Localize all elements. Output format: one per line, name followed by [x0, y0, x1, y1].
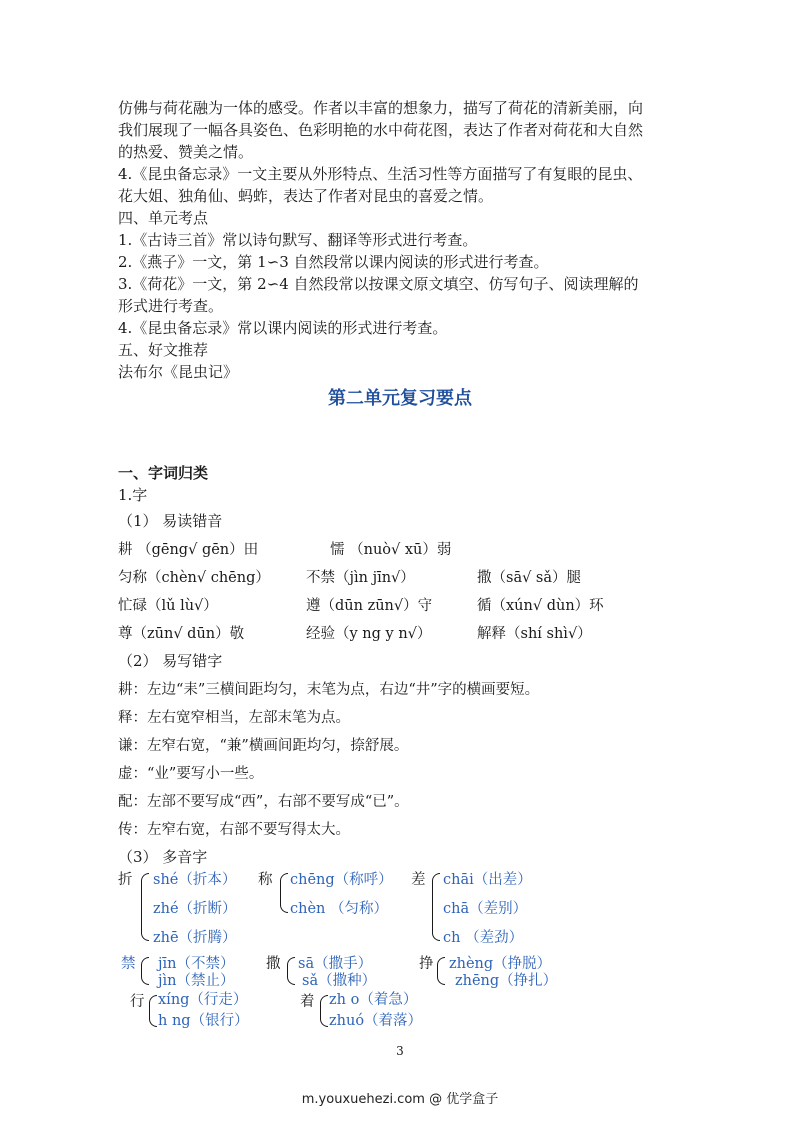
polyphone-reading: zh o（着急）: [329, 992, 418, 1008]
polyphone-reading: zhēng（挣扎）: [455, 973, 558, 989]
polyphone-reading: chā（差别）: [443, 901, 528, 917]
brace: [149, 995, 157, 1027]
intro-line: 花大姐、独角仙、蚂蚱，表达了作者对昆虫的喜爱之情。: [118, 187, 494, 205]
footer-watermark: m.youxuehezi.com @ 优学盒子: [301, 1092, 499, 1107]
section-heading-5: 五、好文推荐: [118, 341, 209, 359]
intro-line: 4.《昆虫备忘录》常以课内阅读的形式进行考查。: [118, 319, 448, 337]
polyphone-char: 行: [130, 994, 145, 1010]
writing-tip: 谦：左窄右宽，“兼”横画间距均匀，捺舒展。: [118, 738, 409, 754]
brace: [437, 957, 445, 985]
polyphone-char: 挣: [419, 956, 434, 972]
polyphone-reading: shé（折本）: [153, 872, 237, 888]
writing-tip: 传：左窄右宽，右部不要写得太大。: [118, 822, 350, 838]
brace: [287, 957, 295, 985]
polyphone-reading: chāi（出差）: [443, 872, 532, 888]
writing-tip: 虚：“业”要写小一些。: [118, 766, 264, 782]
intro-line: 的热爱、赞美之情。: [118, 143, 254, 161]
page-title: 第二单元复习要点: [328, 388, 472, 409]
reading-item: 匀称（chèn√ chēng）: [118, 570, 270, 586]
polyphone-char: 撒: [266, 956, 281, 972]
polyphone-reading: sǎ（撒种）: [302, 973, 377, 989]
reading-item: 尊（zūn√ dūn）敬: [118, 626, 245, 642]
polyphone-reading: xíng（行走）: [158, 992, 248, 1008]
reading-item: 忙碌（lǔ lù√）: [118, 598, 218, 614]
reading-item: 懦 （nuò√ xū）弱: [330, 542, 452, 558]
polyphone-reading: zhèng（挣脱）: [449, 956, 552, 972]
polyphone-char: 禁: [121, 956, 136, 972]
polyphone-reading: zhē（折腾）: [153, 930, 237, 946]
section-heading: 一、字词归类: [118, 464, 209, 482]
reading-item: 解释（shí shì√）: [477, 626, 592, 642]
intro-line: 2.《燕子》一文，第 1∽3 自然段常以课内阅读的形式进行考查。: [118, 253, 549, 271]
brace: [432, 873, 440, 941]
intro-line: 我们展现了一幅各具姿色、色彩明艳的水中荷花图，表达了作者对荷花和大自然: [118, 121, 644, 139]
section-heading-4: 四、单元考点: [118, 209, 209, 227]
brace: [141, 873, 149, 941]
polyphone-reading: sā（撒手）: [298, 956, 373, 972]
polyphone-char: 折: [118, 872, 133, 888]
polyphone-reading: chèn （匀称）: [290, 901, 388, 917]
brace: [320, 995, 328, 1027]
intro-line: 4.《昆虫备忘录》一文主要从外形特点、生活习性等方面描写了有复眼的昆虫、: [118, 165, 643, 183]
polyphone-reading: zhé（折断）: [153, 901, 237, 917]
easy-write-heading: （2） 易写错字: [118, 652, 223, 670]
polyphone-char: 差: [411, 872, 426, 888]
reading-item: 经验（y ng y n√）: [306, 626, 432, 642]
polyphone-reading: jìn（禁止）: [158, 973, 235, 989]
polyphone-reading: zhuó（着落）: [329, 1013, 423, 1029]
intro-line: 形式进行考查。: [118, 297, 224, 315]
reading-item: 遵（dūn zūn√）守: [306, 598, 433, 614]
polyphone-reading: jīn（不禁）: [158, 956, 235, 972]
polyphone-reading: ch （差劲）: [443, 930, 524, 946]
intro-line: 法布尔《昆虫记》: [118, 363, 239, 381]
reading-item: 撒（sā√ sǎ）腿: [477, 570, 582, 586]
writing-tip: 配：左部不要写成“西”，右部不要写成“已”。: [118, 794, 409, 810]
writing-tip: 释：左右宽窄相当，左部末笔为点。: [118, 710, 350, 726]
easy-read-heading: （1） 易读错音: [118, 512, 223, 530]
polyphone-reading: h ng（银行）: [158, 1013, 249, 1029]
intro-line: 1.《古诗三首》常以诗句默写、翻译等形式进行考查。: [118, 231, 478, 249]
reading-item: 循（xún√ dùn）环: [477, 598, 604, 614]
polyphone-char: 称: [258, 872, 273, 888]
page-number: 3: [396, 1044, 404, 1058]
intro-line: 仿佛与荷花融为一体的感受。作者以丰富的想象力，描写了荷花的清新美丽，向: [118, 99, 644, 117]
brace: [280, 873, 288, 913]
polyphone-char: 着: [300, 994, 315, 1010]
polyphone-reading: chēng（称呼）: [290, 872, 393, 888]
reading-item: 耕 （gēng√ gēn）田: [118, 542, 259, 558]
brace: [141, 957, 149, 985]
intro-line: 3.《荷花》一文，第 2∽4 自然段常以按课文原文填空、仿写句子、阅读理解的: [118, 275, 639, 293]
polyphone-heading: （3） 多音字: [118, 848, 208, 866]
writing-tip: 耕：左边“耒”三横间距均匀，末笔为点，右边“井”字的横画要短。: [118, 682, 540, 698]
reading-item: 不禁（jìn jīn√）: [306, 570, 415, 586]
subsection-label: 1.字: [118, 486, 148, 504]
